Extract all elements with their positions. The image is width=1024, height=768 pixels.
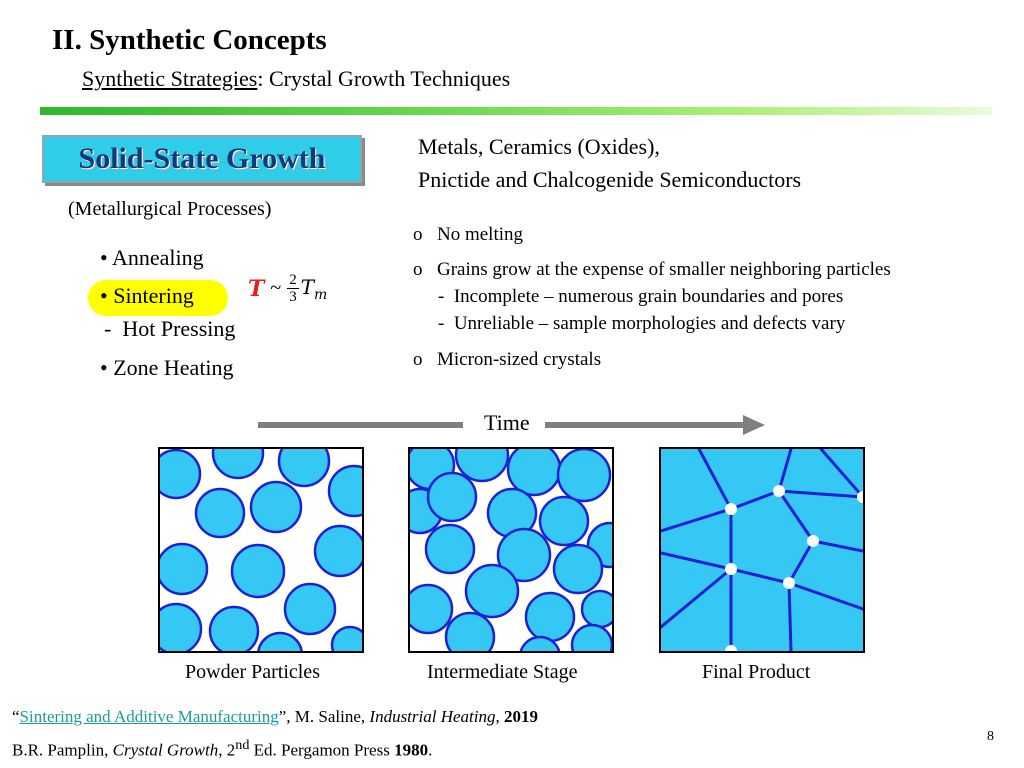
materials-line-2: Pnictide and Chalcogenide Semiconductors [418,167,802,192]
property-grains-label: Grains grow at the expense of smaller neighboring particles [437,259,891,280]
property-micron-label: Micron-sized crystals [437,349,602,370]
materials-list [418,130,801,196]
circle-bullet-icon: o [413,224,423,245]
property-incomplete-label: Incomplete – numerous grain boundaries and pores [453,286,844,307]
bullet-hot-pressing-label: Hot Pressing [122,316,236,341]
title-divider [40,107,992,115]
slide-title: II. Synthetic Concepts [52,24,327,56]
section-box-label: Solid-State Growth [78,142,326,175]
caption-powder-particles: Powder Particles [185,661,320,683]
reference-2-edition: , 2 [218,740,236,760]
bullet-annealing-label: Annealing [112,245,204,270]
formula-fraction [287,272,299,305]
reference-2-edition-sup: nd [235,737,250,753]
reference-1: “Sintering and Additive Manufacturing”, M. Saline, Industrial Heating, 2019 [12,707,538,726]
subtitle-rest: : Crystal Growth Techniques [257,66,511,91]
formula-tm-letter: T [300,274,315,299]
formula-tm [301,275,328,303]
reference-2-publisher: Ed. Pergamon Press [249,740,395,760]
property-grains [413,259,891,281]
page-number: 8 [987,729,994,744]
slide-subtitle [82,66,510,92]
bullet-sintering: • Sintering [100,283,194,308]
reference-1-journal: Industrial Heating [369,707,496,726]
reference-2-author: B.R. Pamplin, [12,740,113,760]
property-incomplete: - Incomplete – numerous grain boundaries and pores [438,286,844,307]
final-product-panel [659,447,865,653]
intermediate-stage-diagram [410,449,612,651]
property-no-melting-label: No melting [437,224,524,245]
bullet-zone-heating: • Zone Heating [100,355,234,380]
bullet-hot-pressing: - Hot Pressing [104,316,236,341]
circle-bullet-icon: o [413,259,423,280]
caption-final-product: Final Product [702,661,811,683]
section-box [42,135,362,183]
reference-1-author: , M. Saline, [286,707,370,726]
metallurgical-note: (Metallurgical Processes) [68,198,272,220]
final-product-diagram [661,449,863,651]
property-unreliable-label: Unreliable – sample morphologies and defects vary [453,313,846,334]
property-micron [413,349,601,371]
reference-1-year: 2019 [504,707,538,726]
intermediate-stage-panel [408,447,614,653]
bullet-sintering-label: Sintering [113,283,194,308]
reference-1-link[interactable]: Sintering and Additive Manufacturing [19,707,279,726]
formula-tm-sub: m [314,286,328,303]
subtitle-underlined: Synthetic Strategies [82,66,258,91]
materials-line-1: Metals, Ceramics (Oxides), [418,134,660,159]
bullet-zone-heating-label: Zone Heating [113,355,234,380]
property-no-melting [413,224,523,246]
bullet-annealing: • Annealing [100,245,204,270]
reference-2: B.R. Pamplin, Crystal Growth, 2nd Ed. Pergamon Press 1980. [12,737,433,760]
formula-sim: ~ [270,277,282,299]
property-unreliable: - Unreliable – sample morphologies and defects vary [438,313,846,334]
reference-2-year: 1980 [394,740,429,760]
formula-numerator: 2 [289,272,297,288]
formula-denominator: 3 [289,289,297,305]
caption-intermediate-stage: Intermediate Stage [427,661,578,683]
powder-particles-panel [158,447,364,653]
circle-bullet-icon: o [413,349,423,370]
reference-2-title: Crystal Growth [112,740,219,760]
powder-particles-diagram [160,449,362,651]
time-label: Time [484,410,530,435]
formula-t: T [248,275,265,302]
sintering-temperature-formula [248,272,327,305]
